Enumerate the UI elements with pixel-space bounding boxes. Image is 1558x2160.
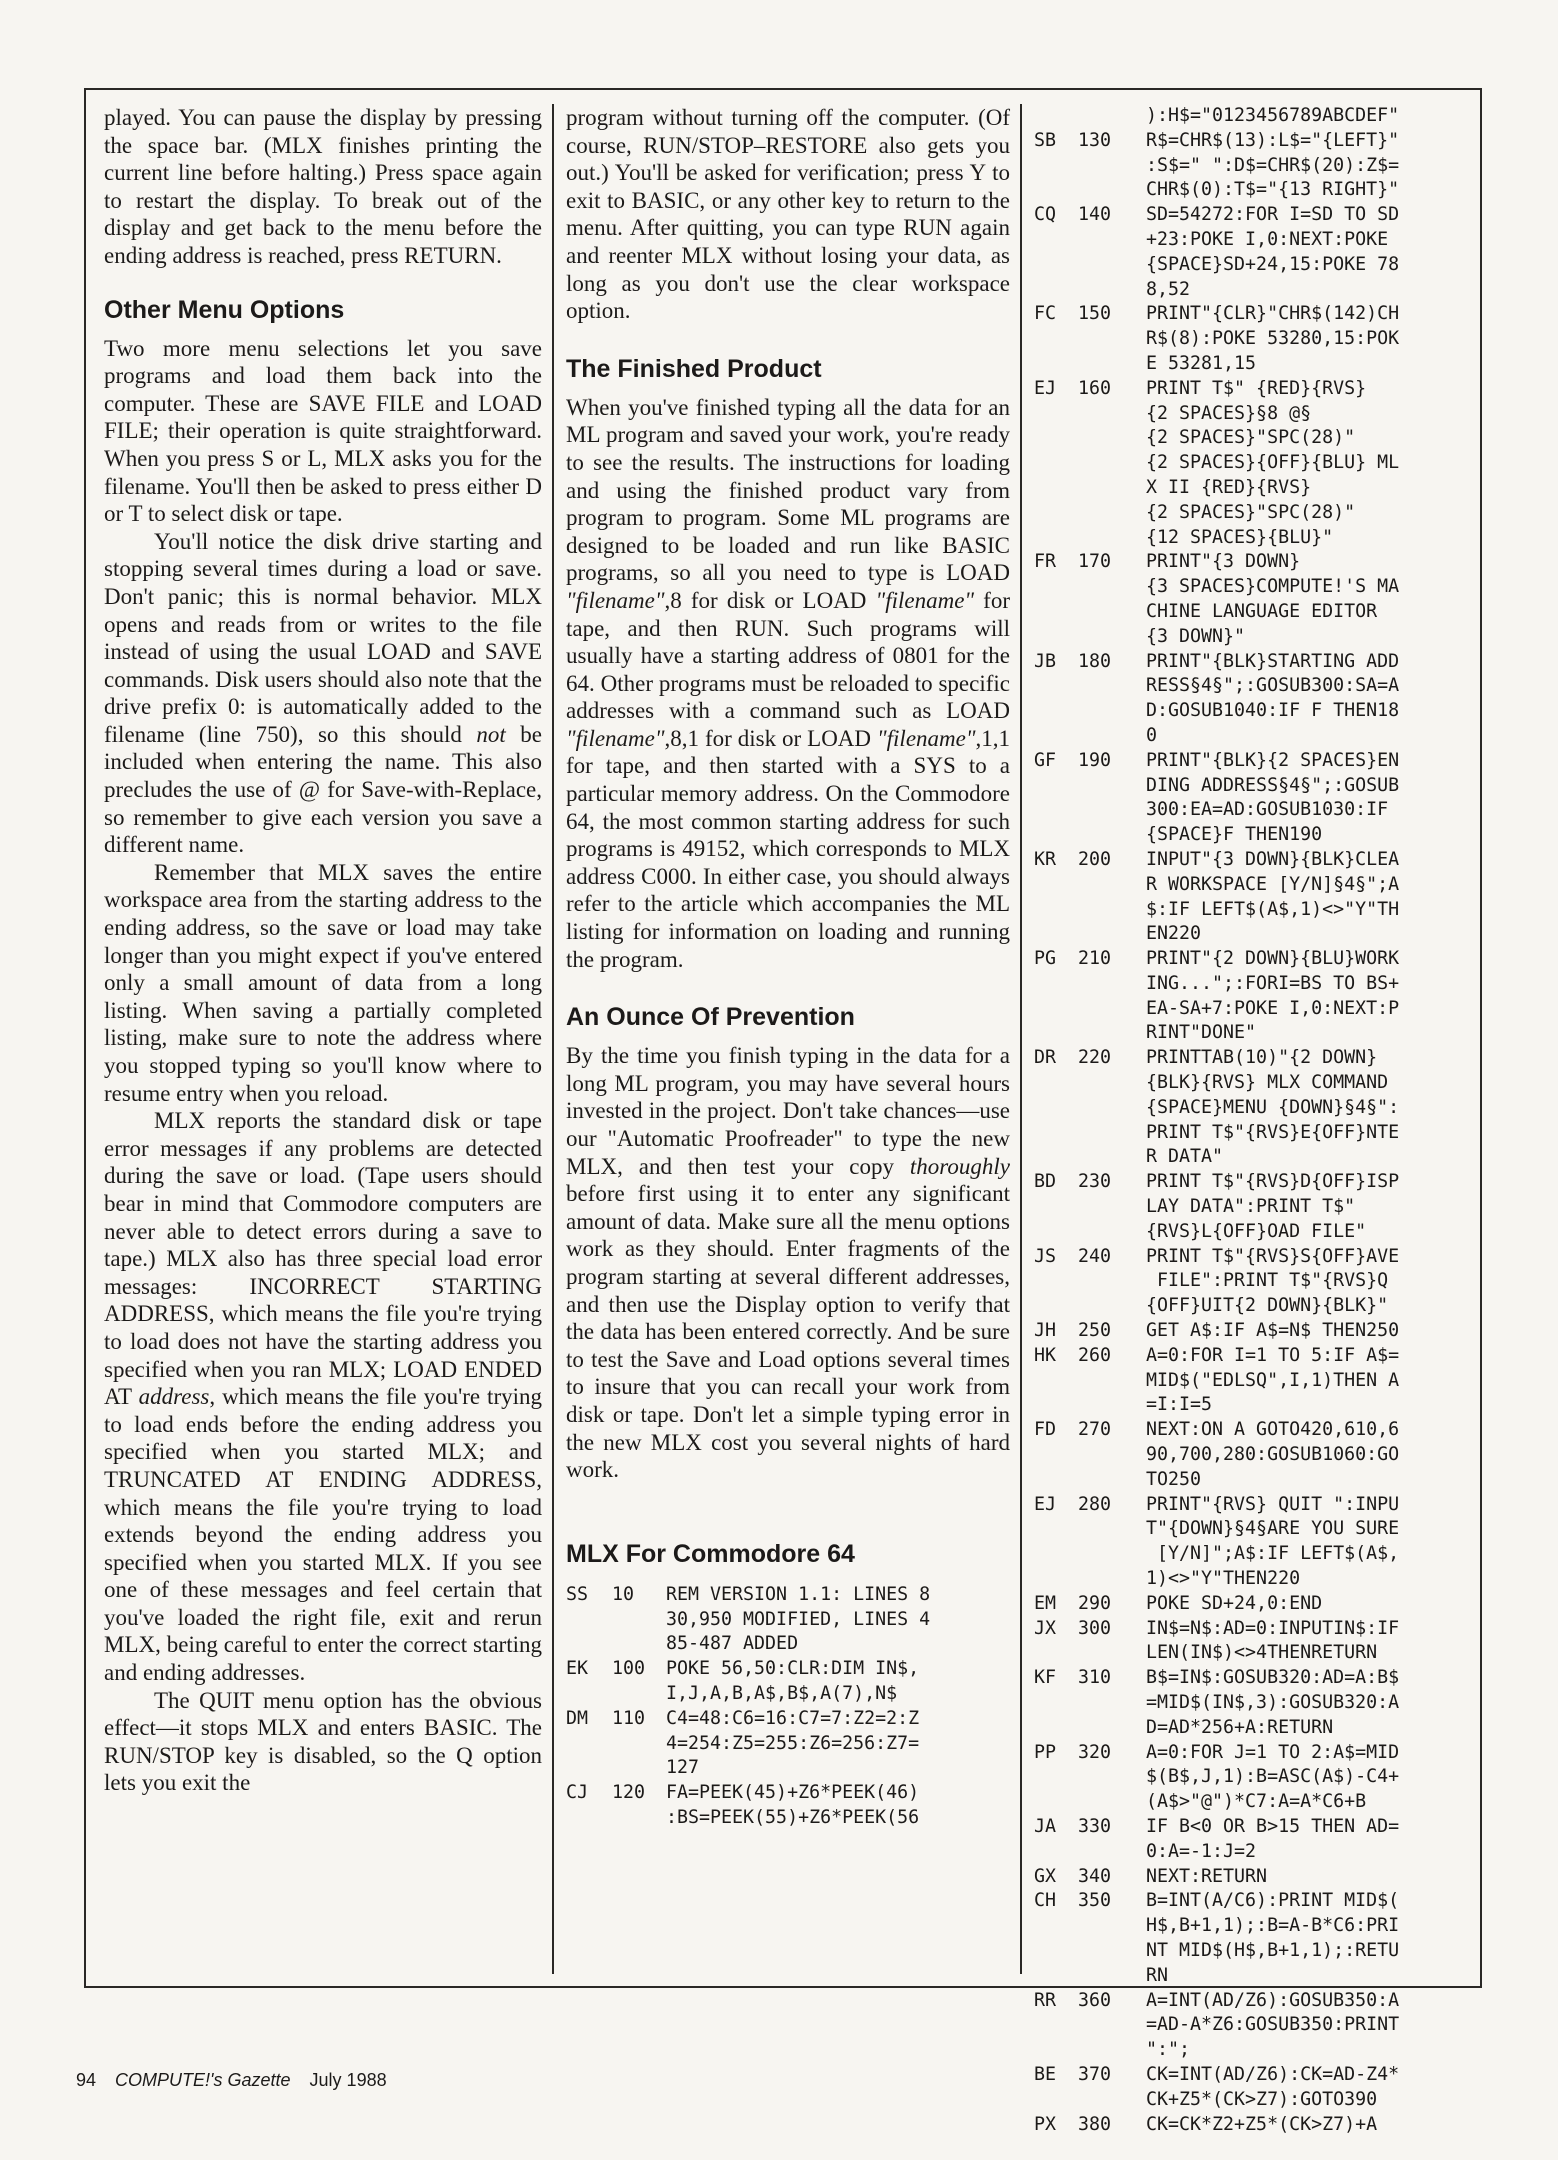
paragraph-text: , which means the file you're trying to load ends before the ending address you specified when you started MLX; and TRUNCATED AT ENDING ADDRESS, which means the file you're trying to load extends beyond the ending address you specified when you started MLX. If you see one of these messages and feel certain that you've loaded the right file, exit and rerun MLX, being careful to enter the correct starting and ending addresses. bbox=[104, 1384, 542, 1686]
code-text: A=0:FOR I=1 TO 5:IF A$= bbox=[1146, 1344, 1400, 1366]
code-text: =MID$(IN$,3):GOSUB320:A bbox=[1146, 1692, 1400, 1713]
code-text: D=AD*256+A:RETURN bbox=[1146, 1716, 1334, 1738]
code-text: EA-SA+7:POKE I,0:NEXT:P bbox=[1146, 997, 1400, 1019]
code-text: INPUT"{3 DOWN}{BLK}CLEA bbox=[1146, 848, 1400, 870]
code-text: PRINT"{BLK}{2 SPACES}EN bbox=[1146, 749, 1400, 771]
code-line bbox=[1034, 1517, 1480, 1542]
line-number: 260 bbox=[1078, 1344, 1112, 1366]
line-number: 320 bbox=[1078, 1741, 1112, 1763]
line-number: 230 bbox=[1078, 1171, 1112, 1193]
code-line bbox=[1034, 972, 1480, 997]
emphasis: "filename" bbox=[876, 725, 976, 751]
code-text: {2 SPACES}§8 @§ bbox=[1146, 402, 1312, 424]
code-text: 300:EA=AD:GOSUB1030:IF bbox=[1146, 799, 1389, 821]
code-text: X II {RED}{RVS} bbox=[1146, 476, 1312, 498]
code-line bbox=[1034, 2113, 1480, 2138]
code-line bbox=[1034, 873, 1480, 898]
code-line bbox=[1034, 749, 1480, 774]
code-text: A=0:FOR J=1 TO 2:A$=MID bbox=[1146, 1741, 1400, 1763]
code-line bbox=[1034, 302, 1480, 327]
code-text: CK+Z5*(CK>Z7):GOTO390 bbox=[1146, 2088, 1378, 2110]
paragraph-text: be included when entering the name. This also precludes the use of @ for Save-with-Replace, so remember to give each version you save a different name. bbox=[104, 721, 542, 858]
paragraph-text: ,1,1 for tape, and then started with a SYS to a particular memory address. On the Commodore 64, the most common starting address for such programs is 49152, which corresponds to MLX address C000. In either case, you should always refer to the article which accompanies the ML listing for information on loading and running the program. bbox=[566, 725, 1010, 972]
code-text: PRINT T$"{RVS}S{OFF}AVE bbox=[1146, 1245, 1400, 1267]
paragraph: played. You can pause the display by pressing the space bar. (MLX finishes printing the current line before halting.) Press space again to restart the display. To break out of the display and get back to the menu before the ending address is reached, press RETURN. bbox=[104, 105, 542, 268]
code-line bbox=[1034, 798, 1480, 823]
code-line bbox=[1034, 898, 1480, 923]
code-line bbox=[1034, 327, 1480, 352]
code-line bbox=[1034, 104, 1480, 129]
code-text: 4=254:Z5=255:Z6=256:Z7= bbox=[666, 1732, 920, 1754]
code-line bbox=[1034, 1765, 1480, 1790]
code-line bbox=[1034, 526, 1480, 551]
code-line bbox=[1034, 426, 1480, 451]
code-line bbox=[1034, 1716, 1480, 1741]
checksum: JX bbox=[1034, 1617, 1057, 1639]
code-text: R$(8):POKE 53280,15:POK bbox=[1146, 328, 1400, 350]
line-number: 220 bbox=[1078, 1047, 1112, 1069]
checksum: JS bbox=[1034, 1245, 1057, 1267]
code-text: PRINT"{3 DOWN} bbox=[1146, 551, 1301, 573]
line-number: 130 bbox=[1078, 129, 1112, 151]
code-text: PRINT T$"{RVS}E{OFF}NTE bbox=[1146, 1121, 1400, 1143]
code-line bbox=[1034, 699, 1480, 724]
line-number: 310 bbox=[1078, 1667, 1112, 1689]
code-text: PRINT"{CLR}"CHR$(142)CH bbox=[1146, 303, 1400, 325]
code-line bbox=[1034, 2063, 1480, 2088]
line-number: 180 bbox=[1078, 650, 1112, 672]
checksum: JA bbox=[1034, 1815, 1057, 1837]
code-text: IF B<0 OR B>15 THEN AD= bbox=[1146, 1815, 1400, 1837]
checksum: KF bbox=[1034, 1667, 1057, 1689]
line-number: 190 bbox=[1078, 749, 1112, 771]
code-line bbox=[1034, 1691, 1480, 1716]
code-line bbox=[1034, 2088, 1480, 2113]
code-line bbox=[1034, 1989, 1480, 2014]
code-text: RESS§4§";:GOSUB300:SA=A bbox=[1146, 675, 1400, 697]
code-text: CK=CK*Z2+Z5*(CK>Z7)+A bbox=[1146, 2113, 1378, 2135]
emphasis: "filename" bbox=[566, 587, 665, 613]
page-number: 94 bbox=[76, 2070, 97, 2090]
code-text: {3 SPACES}COMPUTE!'S MA bbox=[1146, 576, 1400, 598]
listing-title: MLX For Commodore 64 bbox=[566, 1539, 855, 1568]
code-text: LEN(IN$)<>4THENRETURN bbox=[1146, 1642, 1378, 1664]
checksum: RR bbox=[1034, 1989, 1057, 2011]
code-text: POKE 56,50:CLR:DIM IN$, bbox=[666, 1658, 920, 1680]
program-listing bbox=[566, 1583, 1010, 1831]
article-column-3 bbox=[1034, 104, 1480, 2135]
section-heading: Other Menu Options bbox=[104, 295, 345, 324]
line-number: 240 bbox=[1078, 1245, 1112, 1267]
code-text: IN$=N$:AD=0:INPUTIN$:IF bbox=[1146, 1617, 1400, 1639]
checksum: EJ bbox=[1034, 377, 1057, 399]
code-line bbox=[1034, 1468, 1480, 1493]
code-line bbox=[566, 1583, 1010, 1608]
emphasis: thoroughly bbox=[909, 1153, 1010, 1179]
checksum: PX bbox=[1034, 2113, 1057, 2135]
code-text: {OFF}UIT{2 DOWN}{BLK}" bbox=[1146, 1295, 1389, 1317]
paragraph bbox=[566, 394, 1010, 973]
code-line bbox=[1034, 625, 1480, 650]
code-line bbox=[1034, 848, 1480, 873]
code-line bbox=[1034, 1294, 1480, 1319]
checksum: FD bbox=[1034, 1419, 1057, 1441]
code-line bbox=[1034, 1369, 1480, 1394]
line-number: 250 bbox=[1078, 1320, 1112, 1342]
code-text: {SPACE}MENU {DOWN}§4§": bbox=[1146, 1096, 1400, 1118]
emphasis: not bbox=[476, 721, 506, 747]
checksum: HK bbox=[1034, 1344, 1057, 1366]
code-text: 0:A=-1:J=2 bbox=[1146, 1840, 1257, 1862]
code-text: EN220 bbox=[1146, 923, 1202, 945]
code-text: PRINT"{BLK}STARTING ADD bbox=[1146, 650, 1400, 672]
code-text: FA=PEEK(45)+Z6*PEEK(46) bbox=[666, 1782, 920, 1804]
code-text: 0 bbox=[1146, 724, 1158, 746]
code-text: $(B$,J,1):B=ASC(A$)-C4+ bbox=[1146, 1766, 1400, 1788]
code-text: PRINTTAB(10)"{2 DOWN} bbox=[1146, 1047, 1378, 1069]
code-line bbox=[1034, 1592, 1480, 1617]
magazine-name: COMPUTE!'s Gazette bbox=[115, 2070, 291, 2090]
code-line bbox=[1034, 575, 1480, 600]
code-line bbox=[1034, 1418, 1480, 1443]
code-line bbox=[1034, 278, 1480, 303]
code-line bbox=[1034, 476, 1480, 501]
code-line bbox=[1034, 1641, 1480, 1666]
column-rule bbox=[1020, 104, 1022, 1974]
code-text: {2 SPACES}{OFF}{BLU} ML bbox=[1146, 452, 1400, 474]
program-listing bbox=[1034, 104, 1480, 2137]
code-text: CHR$(0):T$="{13 RIGHT}" bbox=[1146, 179, 1400, 201]
code-line bbox=[1034, 1914, 1480, 1939]
code-line bbox=[1034, 203, 1480, 228]
code-line bbox=[566, 1682, 1010, 1707]
code-line bbox=[1034, 1666, 1480, 1691]
line-number: 160 bbox=[1078, 377, 1112, 399]
line-number: 280 bbox=[1078, 1493, 1112, 1515]
checksum: JB bbox=[1034, 650, 1057, 672]
checksum: CH bbox=[1034, 1890, 1057, 1912]
line-number: 340 bbox=[1078, 1865, 1112, 1887]
code-line bbox=[1034, 178, 1480, 203]
code-line bbox=[1034, 1542, 1480, 1567]
code-line bbox=[1034, 253, 1480, 278]
code-line bbox=[1034, 1319, 1480, 1344]
code-line bbox=[1034, 823, 1480, 848]
code-line bbox=[1034, 550, 1480, 575]
paragraph-text: By the time you finish typing in the data for a long ML program, you may have several hours invested in the project. Don't take chances—use our "Automatic Proofreader" to type the new MLX, and then test your copy bbox=[566, 1043, 1010, 1179]
code-line bbox=[1034, 1245, 1480, 1270]
paragraph-text: ,8 for disk or LOAD bbox=[664, 587, 876, 613]
code-text: D:GOSUB1040:IF F THEN18 bbox=[1146, 700, 1400, 722]
paragraph bbox=[104, 528, 542, 859]
checksum: CJ bbox=[566, 1782, 589, 1804]
code-line bbox=[566, 1806, 1010, 1831]
code-text: ":"; bbox=[1146, 2039, 1191, 2061]
code-line bbox=[1034, 674, 1480, 699]
code-text: POKE SD+24,0:END bbox=[1146, 1592, 1323, 1614]
line-number: 360 bbox=[1078, 1989, 1112, 2011]
code-text: =AD-A*Z6:GOSUB350:PRINT bbox=[1146, 2014, 1400, 2036]
code-line bbox=[1034, 1617, 1480, 1642]
code-text: CHINE LANGUAGE EDITOR bbox=[1146, 600, 1378, 622]
checksum: BE bbox=[1034, 2063, 1057, 2085]
code-text: {SPACE}SD+24,15:POKE 78 bbox=[1146, 253, 1400, 275]
code-text: 8,52 bbox=[1146, 278, 1191, 300]
code-text: R DATA" bbox=[1146, 1146, 1224, 1168]
code-text: T"{DOWN}§4§ARE YOU SURE bbox=[1146, 1518, 1400, 1540]
code-text: 1)<>"Y"THEN220 bbox=[1146, 1568, 1301, 1590]
code-text: REM VERSION 1.1: LINES 8 bbox=[666, 1583, 931, 1605]
code-line bbox=[566, 1781, 1010, 1806]
code-text: 85-487 ADDED bbox=[666, 1633, 799, 1655]
code-text: MID$("EDLSQ",I,1)THEN A bbox=[1146, 1369, 1400, 1391]
section-heading: An Ounce Of Prevention bbox=[566, 1003, 855, 1032]
paragraph-text: MLX reports the standard disk or tape error messages if any problems are detected during the save or load. (Tape users should bear in mind that Commodore computers are never able to detect errors during a save to tape.) MLX also has three special load error messages: INCORRECT STARTING ADDRESS, which means the file you're trying to load does not have the starting address you specified when you ran MLX; LOAD ENDED AT bbox=[104, 1108, 542, 1410]
code-line bbox=[1034, 402, 1480, 427]
section-heading: The Finished Product bbox=[566, 354, 822, 383]
paragraph: The QUIT menu option has the obvious effect—it stops MLX and enters BASIC. The RUN/STOP key is disabled, so the Q option lets you exit the bbox=[104, 1687, 542, 1796]
code-line bbox=[1034, 1493, 1480, 1518]
code-line bbox=[1034, 1344, 1480, 1369]
code-text: SD=54272:FOR I=SD TO SD bbox=[1146, 204, 1400, 226]
line-number: 290 bbox=[1078, 1592, 1112, 1614]
code-line bbox=[1034, 1269, 1480, 1294]
article-column-2 bbox=[566, 104, 1010, 1984]
code-text: {2 SPACES}"SPC(28)" bbox=[1146, 501, 1356, 523]
line-number: 350 bbox=[1078, 1890, 1112, 1912]
code-text: 90,700,280:GOSUB1060:GO bbox=[1146, 1444, 1400, 1466]
code-line bbox=[1034, 2013, 1480, 2038]
code-line bbox=[1034, 377, 1480, 402]
code-line bbox=[1034, 1443, 1480, 1468]
code-line bbox=[1034, 1567, 1480, 1592]
code-text: {2 SPACES}"SPC(28)" bbox=[1146, 427, 1356, 449]
code-line bbox=[1034, 774, 1480, 799]
code-line bbox=[1034, 600, 1480, 625]
code-line bbox=[1034, 922, 1480, 947]
code-text: TO250 bbox=[1146, 1468, 1202, 1490]
code-line bbox=[1034, 129, 1480, 154]
code-text: {12 SPACES}{BLU}" bbox=[1146, 526, 1334, 548]
code-text: A=INT(AD/Z6):GOSUB350:A bbox=[1146, 1989, 1400, 2011]
code-line bbox=[1034, 2038, 1480, 2063]
code-line bbox=[1034, 1964, 1480, 1989]
checksum: EJ bbox=[1034, 1493, 1057, 1515]
code-text: H$,B+1,1);:B=A-B*C6:PRI bbox=[1146, 1915, 1400, 1937]
code-text: PRINT"{2 DOWN}{BLU}WORK bbox=[1146, 948, 1400, 970]
code-text: NT MID$(H$,B+1,1);:RETU bbox=[1146, 1939, 1400, 1961]
paragraph-text: ,8,1 for disk or LOAD bbox=[664, 725, 877, 751]
paragraph bbox=[566, 1042, 1010, 1484]
issue-date: July 1988 bbox=[309, 2070, 387, 2090]
code-line bbox=[1034, 1889, 1480, 1914]
code-line bbox=[566, 1632, 1010, 1657]
code-text: [Y/N]";A$:IF LEFT$(A$, bbox=[1146, 1543, 1400, 1565]
line-number: 330 bbox=[1078, 1815, 1112, 1837]
checksum: SB bbox=[1034, 129, 1057, 151]
code-line bbox=[1034, 1170, 1480, 1195]
line-number: 270 bbox=[1078, 1419, 1112, 1441]
code-line bbox=[1034, 947, 1480, 972]
checksum: KR bbox=[1034, 848, 1057, 870]
code-text: RINT"DONE" bbox=[1146, 1022, 1257, 1044]
code-line bbox=[566, 1756, 1010, 1781]
paragraph bbox=[104, 1107, 542, 1686]
code-text: (A$>"@")*C7:A=A*C6+B bbox=[1146, 1791, 1367, 1813]
code-line bbox=[1034, 1121, 1480, 1146]
line-number: 140 bbox=[1078, 204, 1112, 226]
checksum: DM bbox=[566, 1707, 589, 1729]
code-text: C4=48:C6=16:C7=7:Z2=2:Z bbox=[666, 1707, 920, 1729]
checksum: FC bbox=[1034, 303, 1057, 325]
code-text: DING ADDRESS§4§";:GOSUB bbox=[1146, 774, 1400, 796]
code-line bbox=[1034, 1865, 1480, 1890]
code-text: E 53281,15 bbox=[1146, 352, 1257, 374]
checksum: BD bbox=[1034, 1171, 1057, 1193]
article-column-1 bbox=[104, 104, 542, 1984]
line-number: 170 bbox=[1078, 551, 1112, 573]
code-text: {RVS}L{OFF}OAD FILE" bbox=[1146, 1220, 1367, 1242]
code-text: $:IF LEFT$(A$,1)<>"Y"TH bbox=[1146, 898, 1400, 920]
code-text: B=INT(A/C6):PRINT MID$( bbox=[1146, 1890, 1400, 1912]
code-text: NEXT:ON A GOTO420,610,6 bbox=[1146, 1419, 1400, 1441]
checksum: PP bbox=[1034, 1741, 1057, 1763]
checksum: EM bbox=[1034, 1592, 1057, 1614]
code-text: R WORKSPACE [Y/N]§4§";A bbox=[1146, 873, 1400, 895]
emphasis: "filename" bbox=[875, 587, 975, 613]
code-line bbox=[1034, 1741, 1480, 1766]
paragraph: Two more menu selections let you save programs and load them back into the computer. These are SAVE FILE and LOAD FILE; their operation is quite straightforward. When you press S or L, MLX asks you for the filename. You'll then be asked to press either D or T to select disk or tape. bbox=[104, 335, 542, 527]
code-text: LAY DATA":PRINT T$" bbox=[1146, 1196, 1356, 1218]
code-line bbox=[1034, 1195, 1480, 1220]
code-line bbox=[566, 1707, 1010, 1732]
code-line bbox=[1034, 1046, 1480, 1071]
line-number: 370 bbox=[1078, 2063, 1112, 2085]
code-text: PRINT"{RVS} QUIT ":INPU bbox=[1146, 1493, 1400, 1515]
code-text: CK=INT(AD/Z6):CK=AD-Z4* bbox=[1146, 2063, 1400, 2085]
code-text: ING...";:FORI=BS TO BS+ bbox=[1146, 972, 1400, 994]
code-text: R$=CHR$(13):L$="{LEFT}" bbox=[1146, 129, 1400, 151]
code-line bbox=[1034, 352, 1480, 377]
code-line bbox=[1034, 1021, 1480, 1046]
code-line bbox=[1034, 451, 1480, 476]
checksum: CQ bbox=[1034, 204, 1057, 226]
line-number: 300 bbox=[1078, 1617, 1112, 1639]
code-text: 30,950 MODIFIED, LINES 4 bbox=[666, 1608, 931, 1630]
line-number: 380 bbox=[1078, 2113, 1112, 2135]
code-text: GET A$:IF A$=N$ THEN250 bbox=[1146, 1320, 1400, 1342]
code-line bbox=[566, 1608, 1010, 1633]
code-line bbox=[1034, 501, 1480, 526]
code-line bbox=[566, 1657, 1010, 1682]
code-text: PRINT T$" {RED}{RVS} bbox=[1146, 377, 1367, 399]
line-number: 110 bbox=[612, 1707, 646, 1729]
checksum: EK bbox=[566, 1658, 589, 1680]
emphasis: "filename" bbox=[566, 725, 665, 751]
checksum: JH bbox=[1034, 1320, 1057, 1342]
code-line bbox=[566, 1732, 1010, 1757]
code-text: :S$=" ":D$=CHR$(20):Z$= bbox=[1146, 154, 1400, 176]
code-text: B$=IN$:GOSUB320:AD=A:B$ bbox=[1146, 1667, 1400, 1689]
line-number: 150 bbox=[1078, 303, 1112, 325]
code-text: +23:POKE I,0:NEXT:POKE bbox=[1146, 228, 1389, 250]
code-text: ):H$="0123456789ABCDEF" bbox=[1146, 105, 1400, 126]
checksum: GF bbox=[1034, 749, 1057, 771]
checksum: SS bbox=[566, 1583, 589, 1605]
checksum: FR bbox=[1034, 551, 1057, 573]
code-text: {BLK}{RVS} MLX COMMAND bbox=[1146, 1072, 1389, 1094]
code-line bbox=[1034, 1071, 1480, 1096]
code-line bbox=[1034, 1815, 1480, 1840]
code-text: NEXT:RETURN bbox=[1146, 1865, 1268, 1887]
code-line bbox=[1034, 1145, 1480, 1170]
code-line bbox=[1034, 650, 1480, 675]
paragraph-text: When you've finished typing all the data for an ML program and saved your work, you're ready to see the results. The instructions for loading and using the finished product vary from program to program. Some ML programs are designed to be loaded and run like BASIC programs, so all you need to type is LOAD bbox=[566, 394, 1010, 586]
code-text: {SPACE}F THEN190 bbox=[1146, 824, 1323, 846]
code-text: :BS=PEEK(55)+Z6*PEEK(56 bbox=[666, 1806, 920, 1828]
code-text: FILE":PRINT T$"{RVS}Q bbox=[1146, 1270, 1389, 1292]
code-line bbox=[1034, 724, 1480, 749]
line-number: 120 bbox=[612, 1782, 646, 1804]
code-line bbox=[1034, 1220, 1480, 1245]
code-line bbox=[1034, 1840, 1480, 1865]
page-footer bbox=[76, 2070, 387, 2091]
emphasis: address bbox=[138, 1384, 210, 1410]
code-line bbox=[1034, 1096, 1480, 1121]
line-number: 100 bbox=[612, 1658, 646, 1680]
checksum: DR bbox=[1034, 1047, 1057, 1069]
code-line bbox=[1034, 1393, 1480, 1418]
checksum: GX bbox=[1034, 1865, 1057, 1887]
line-number: 10 bbox=[612, 1583, 635, 1605]
paragraph-text: for tape, and then RUN. Such programs will usually have a starting address of 0801 for the 64. Other programs must be reloaded to specific addresses with a command such as LOAD bbox=[566, 587, 1010, 724]
code-text: =I:I=5 bbox=[1146, 1394, 1213, 1416]
paragraph: program without turning off the computer. (Of course, RUN/STOP–RESTORE also gets you out.) You'll be asked for verification; press Y to exit to BASIC, or any other key to return to the menu. After quitting, you can type RUN again and reenter MLX without losing your data, as long as you don't use the clear workspace option. bbox=[566, 105, 1010, 324]
code-text: PRINT T$"{RVS}D{OFF}ISP bbox=[1146, 1171, 1400, 1193]
checksum: PG bbox=[1034, 948, 1057, 970]
code-line bbox=[1034, 154, 1480, 179]
code-text: {3 DOWN}" bbox=[1146, 625, 1246, 647]
code-text: RN bbox=[1146, 1964, 1169, 1986]
paragraph-text: before first using it to enter any significant amount of data. Make sure all the menu options work as they should. Enter fragments of the program starting at several different addresses, and then use the Display option to verify that the data has been entered correctly. And be sure to test the Save and Load options several times to insure that you can recall your work from disk or tape. Don't let a simple typing error in the new MLX cost you several nights of hard work. bbox=[566, 1181, 1010, 1483]
code-line bbox=[1034, 228, 1480, 253]
code-text: 127 bbox=[666, 1757, 700, 1779]
paragraph: Remember that MLX saves the entire workspace area from the starting address to the ending address, so the save or load may take longer than you might expect if you've entered only a small amount of data from a long listing. When saving a partially completed listing, make sure to note the address where you stopped typing so you'll know where to resume entry when you reload. bbox=[104, 859, 542, 1106]
code-line bbox=[1034, 1939, 1480, 1964]
code-line bbox=[1034, 997, 1480, 1022]
line-number: 200 bbox=[1078, 848, 1112, 870]
paragraph-text: You'll notice the disk drive starting and stopping several times during a load or save. Don't panic; this is normal behavior. MLX opens and reads from or writes to the file instead of using the usual LOAD and SAVE commands. Disk users should also note that the drive prefix 0: is automatically added to the filename (line 750), so this should bbox=[104, 528, 542, 747]
column-rule bbox=[552, 104, 554, 1974]
line-number: 210 bbox=[1078, 948, 1112, 970]
code-line bbox=[1034, 1790, 1480, 1815]
code-text: I,J,A,B,A$,B$,A(7),N$ bbox=[666, 1682, 898, 1704]
